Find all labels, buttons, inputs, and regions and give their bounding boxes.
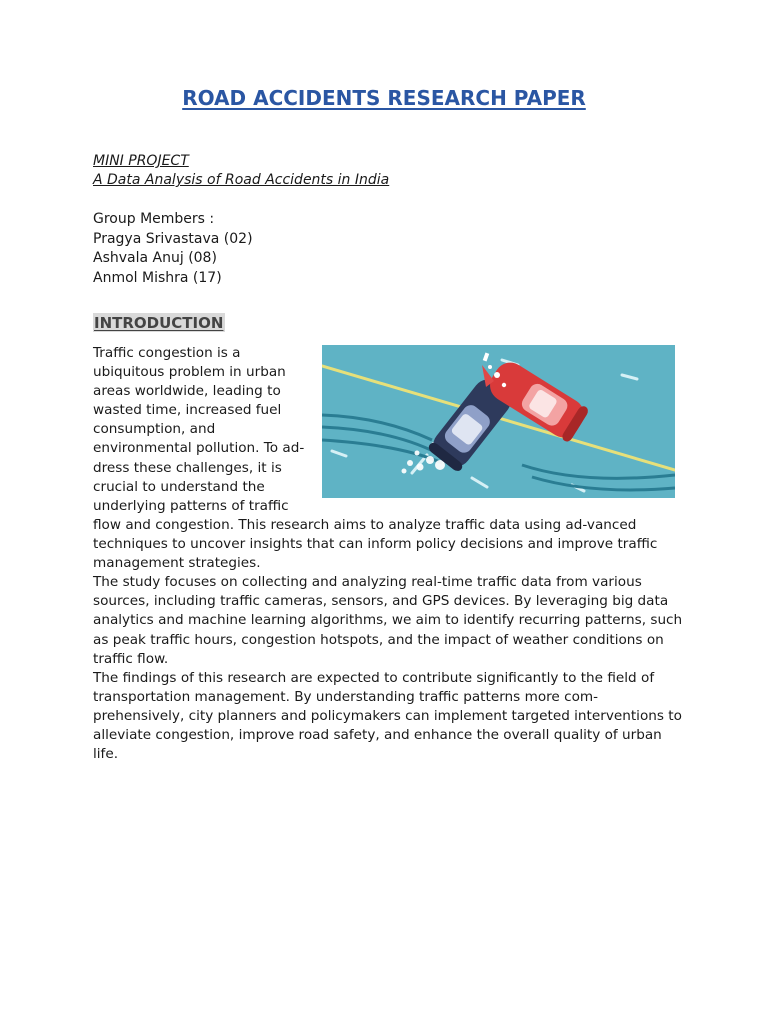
project-type: MINI PROJECT	[93, 153, 189, 169]
intro-line: areas worldwide, leading to	[93, 383, 281, 400]
intro-line: dress these challenges, it is	[93, 459, 282, 476]
intro-body	[93, 516, 683, 764]
member-item: Ashvala Anuj (08)	[93, 250, 217, 266]
paper-title: ROAD ACCIDENTS RESEARCH PAPER	[182, 86, 586, 110]
section-heading-introduction: INTRODUCTION	[94, 314, 224, 332]
intro-line: environmental pollution. To ad-	[93, 440, 305, 457]
intro-line: Traffic congestion is a	[93, 345, 241, 361]
members-heading: Group Members :	[93, 211, 215, 227]
group-members	[93, 210, 253, 288]
member-item: Anmol Mishra (17)	[93, 269, 222, 286]
car-crash-icon	[322, 345, 675, 498]
member-item: Pragya Srivastava (02)	[93, 230, 253, 247]
intro-line: consumption, and	[93, 421, 216, 438]
car-crash-illustration	[322, 345, 675, 498]
intro-line: crucial to understand the	[93, 478, 265, 495]
intro-line: ubiquitous problem in urban	[93, 364, 286, 381]
intro-paragraph-2: The study focuses on collecting and analyzing real-time traffic data from various sources, including traffic cameras, sensors, and GPS devices. By leveraging big data analytics and machine learning algorithms, we aim to identify recurring patterns, such as peak traffic hours, congestion hotspots, and the impact of weather conditions on traffic flow.	[93, 574, 683, 667]
project-subtitle: A Data Analysis of Road Accidents in India	[93, 172, 390, 188]
project-meta	[93, 152, 389, 190]
intro-line: underlying patterns of traffic	[93, 497, 289, 514]
intro-paragraph-3: The findings of this research are expected to contribute significantly to the field of transportation management. By understanding traffic patterns more com-prehensively, city planners and policymakers can implement targeted interventions to alleviate congestion, improve road safety, and enhance the overall quality of urban life.	[93, 669, 682, 763]
intro-paragraph-1-continued: flow and congestion. This research aims to analyze traffic data using ad-vanced techniques to uncover insights that can inform policy decisions and improve traffic management strategies.	[93, 517, 658, 572]
intro-line: wasted time, increased fuel	[93, 402, 282, 419]
intro-wrapped-lines	[93, 344, 315, 516]
